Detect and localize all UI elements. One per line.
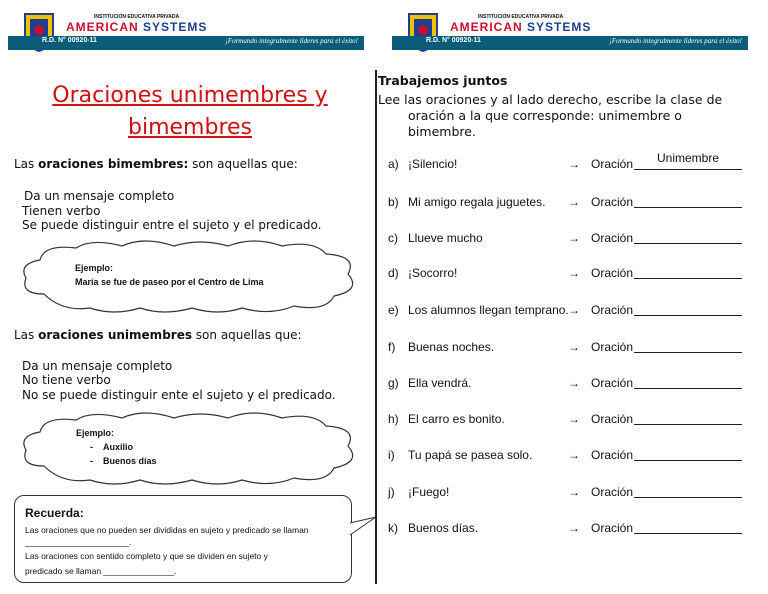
recuerda-box	[14, 495, 352, 583]
exercise-row: j) ¡Fuego! → Oración	[388, 485, 748, 505]
unimembres-item: No tiene verbo	[22, 373, 111, 387]
recuerda-line: Las oraciones con sentido completo y que se dividen en sujeto y	[25, 551, 268, 561]
school-name: AMERICAN SYSTEMS	[450, 20, 592, 34]
unimembres-item: Da un mensaje completo	[22, 359, 173, 373]
institution-label: INSTITUCION EDUCATIVA PRIVADA	[94, 14, 180, 20]
answer-blank[interactable]	[634, 497, 742, 498]
section-heading: Trabajemos juntos	[378, 73, 508, 88]
example-label: Ejemplo:	[76, 428, 115, 438]
arrow-icon: →	[568, 376, 580, 390]
unimembres-item: No se puede distinguir ente el sujeto y el predicado.	[22, 388, 336, 402]
recuerda-blank: ______________________.	[25, 537, 132, 547]
header-band	[392, 36, 748, 50]
instructions: bimembre.	[408, 124, 476, 139]
school-name: AMERICAN SYSTEMS	[66, 20, 208, 34]
arrow-icon: →	[568, 231, 580, 245]
recuerda-line: Las oraciones que no pueden ser divididas en sujeto y predicado se llaman	[25, 525, 309, 535]
arrow-icon: →	[568, 303, 580, 317]
answer-text: Unimembre	[656, 151, 719, 165]
answer-blank[interactable]	[634, 315, 742, 316]
exercise-row: g) Ella vendrá. → Oración	[388, 376, 748, 396]
arrow-icon: →	[568, 521, 580, 535]
answer-blank[interactable]	[634, 207, 742, 208]
answer-blank[interactable]	[634, 243, 742, 244]
exercise-sentence: Buenos días.	[408, 521, 479, 535]
page-title: Oraciones unimembres y bimembres	[52, 83, 328, 140]
exercise-sentence: Mi amigo regala juguetes.	[408, 195, 546, 209]
school-header-left	[8, 10, 364, 52]
header-band	[8, 36, 364, 50]
arrow-icon: →	[568, 340, 580, 354]
answer-blank[interactable]	[634, 388, 742, 389]
example-item: - Auxilio	[90, 442, 134, 452]
answer-blank[interactable]	[634, 278, 742, 279]
bimembres-item: Da un mensaje completo	[24, 189, 175, 203]
exercise-sentence: Llueve mucho	[408, 231, 483, 245]
answer-blank[interactable]	[634, 424, 742, 425]
resolution-number: R.D. N° 00920-11	[426, 37, 481, 44]
column-divider	[375, 70, 377, 584]
exercise-row: f) Buenas noches. → Oración	[388, 340, 748, 360]
bimembres-item: Tienen verbo	[22, 204, 101, 218]
exercise-sentence: El carro es bonito.	[408, 412, 505, 426]
example-sentence: María se fue de paseo por el Centro de Lima	[75, 277, 264, 287]
exercise-row: d) ¡Socorro! → Oración	[388, 266, 748, 286]
school-slogan: ¡Formando integralmente líderes para el éxito!	[225, 37, 358, 45]
exercise-row: h) El carro es bonito. → Oración	[388, 412, 748, 432]
exercise-sentence: ¡Silencio!	[408, 157, 458, 171]
answer-blank[interactable]	[634, 460, 742, 461]
unimembres-intro: Las oraciones unimembres son aquellas que:	[14, 328, 302, 342]
exercise-sentence: Los alumnos llegan temprano.	[408, 303, 569, 317]
institution-label: INSTITUCION EDUCATIVA PRIVADA	[478, 14, 564, 20]
instructions: Lee las oraciones y al lado derecho, escribe la clase de	[378, 92, 723, 107]
recuerda-blank: predicado se llaman _______________.	[25, 566, 177, 576]
answer-blank[interactable]	[634, 352, 742, 353]
resolution-number: R.D. N° 00920-11	[42, 37, 97, 44]
exercise-row: i) Tu papá se pasea solo. → Oración	[388, 448, 748, 468]
arrow-icon: →	[568, 195, 580, 209]
exercise-row: c) Llueve mucho → Oración	[388, 231, 748, 251]
exercise-sentence: ¡Fuego!	[408, 485, 450, 499]
exercise-sentence: Ella vendrá.	[408, 376, 472, 390]
school-header-right	[392, 10, 748, 52]
bimembres-intro: Las oraciones bimembres: son aquellas que:	[14, 157, 298, 171]
school-slogan: ¡Formando integralmente líderes para el éxito!	[609, 37, 742, 45]
arrow-icon: →	[568, 157, 580, 171]
exercise-sentence: Tu papá se pasea solo.	[408, 448, 533, 462]
example-item: - Buenos días	[90, 456, 157, 466]
answer-blank[interactable]	[634, 533, 742, 534]
exercise-row: a) ¡Silencio! → Oración Unimembre	[388, 157, 748, 177]
exercise-row: e) Los alumnos llegan temprano. → Oración	[388, 303, 748, 323]
answer-blank[interactable]	[634, 169, 742, 170]
arrow-icon: →	[568, 448, 580, 462]
arrow-icon: →	[568, 485, 580, 499]
instructions: oración a la que corresponde: unimembre o	[408, 108, 682, 123]
exercise-sentence: ¡Socorro!	[408, 266, 458, 280]
arrow-icon: →	[568, 266, 580, 280]
exercise-row: b) Mi amigo regala juguetes. → Oración	[388, 195, 748, 215]
example-label: Ejemplo:	[75, 263, 114, 273]
arrow-icon: →	[568, 412, 580, 426]
bimembres-item: Se puede distinguir entre el sujeto y el predicado.	[22, 218, 322, 232]
example-cloud-2	[14, 408, 370, 488]
exercise-sentence: Buenas noches.	[408, 340, 495, 354]
exercise-row: k) Buenos días. → Oración	[388, 521, 748, 541]
recuerda-title: Recuerda:	[25, 506, 84, 520]
callout-pointer	[348, 515, 378, 541]
